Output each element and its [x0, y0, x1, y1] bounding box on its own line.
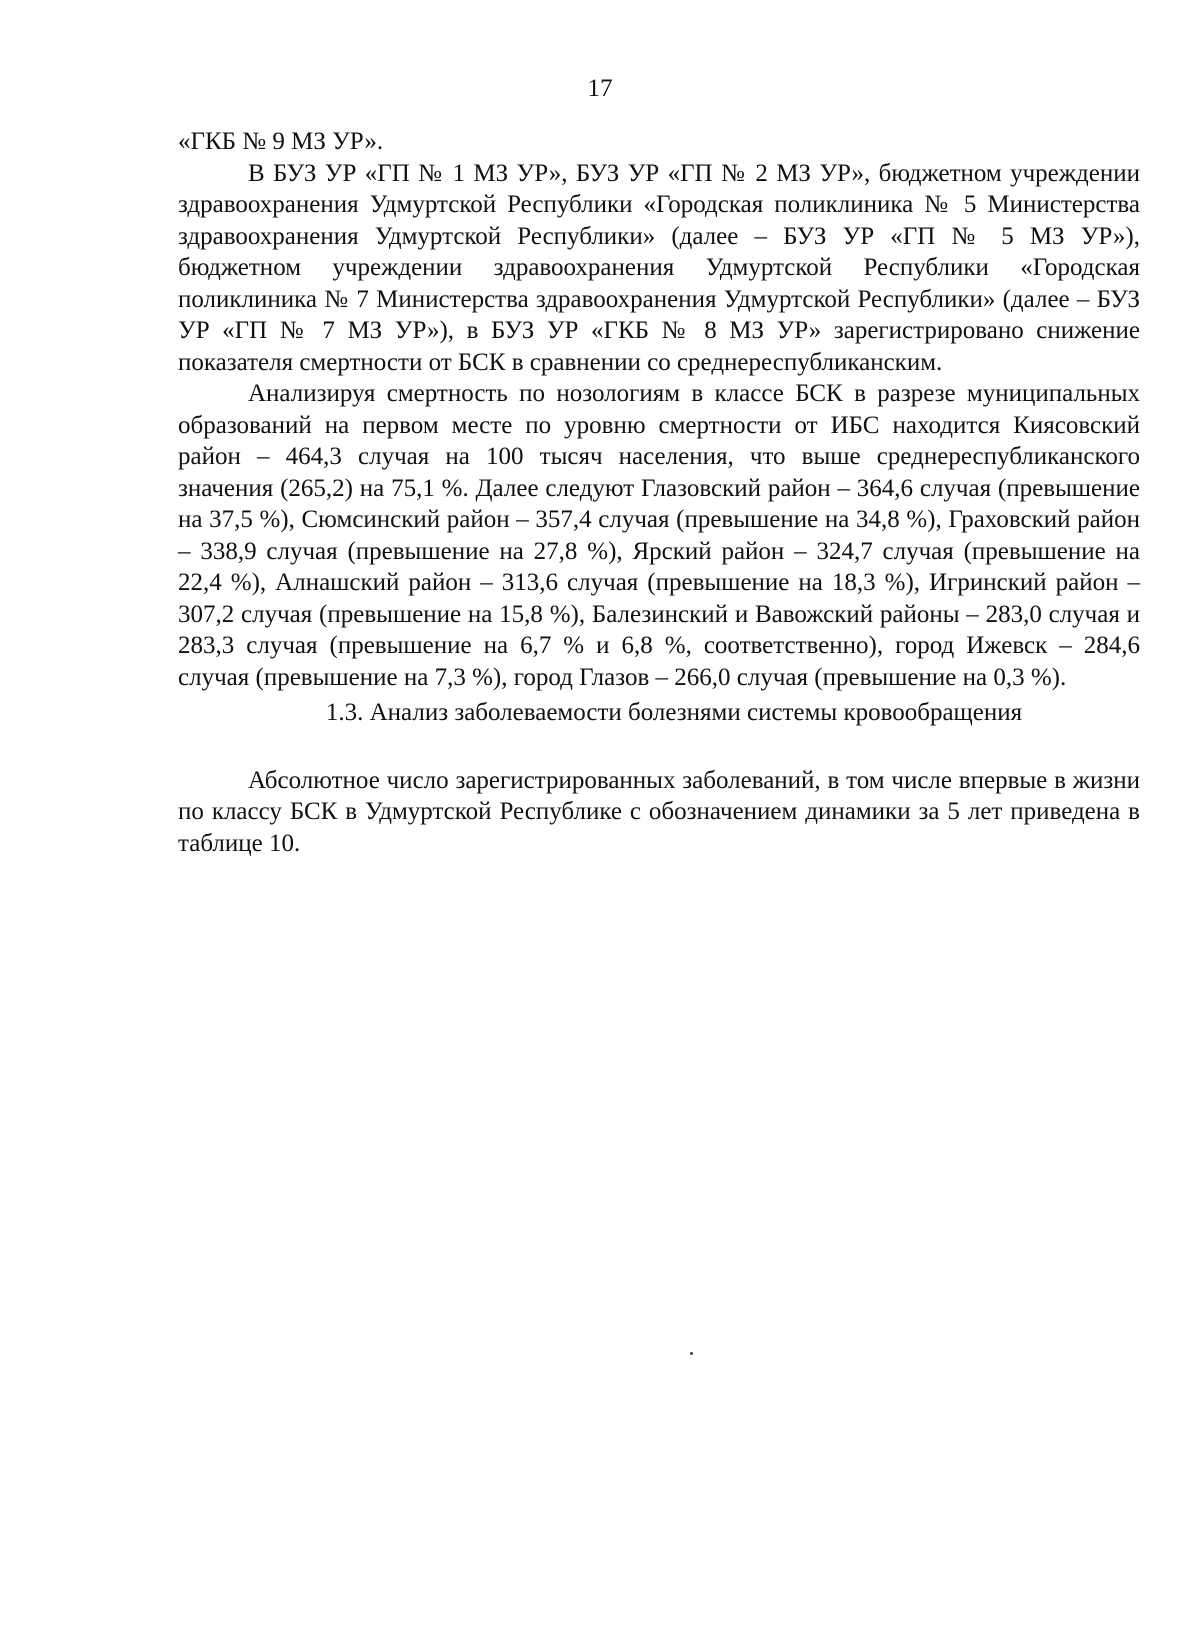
paragraph-mortality-analysis: Анализируя смертность по нозологиям в классе БСК в разрезе муниципальных образований на первом месте по уровню смертности от ИБС находится Киясовский район – 464,3 случая на 100 тысяч населения, что выше среднереспубликанского значения (265,2) на 75,1 %. Далее следуют Глазовский район – 364,6 случая (превышение на 37,5 %), Сюмсинский район – 357,4 случая (превышение на 34,8 %), Граховский район – 338,9 случая (превышение на 27,8 %), Ярский район – 324,7 случая (превышение на 22,4 %), Алнашский район – 313,6 случая (превышение на 18,3 %), Игринский район – 307,2 случая (превышение на 15,8 %), Балезинский и Вавожский районы – 283,0 случая и 283,3 случая (превышение на 6,7 % и 6,8 %, соответственно), город Ижевск – 284,6 случая (превышение на 7,3 %), город Глазов – 266,0 случая (превышение на 0,3 %).	[178, 380, 1140, 691]
document-body	[178, 126, 1140, 859]
paragraph-morbidity: Абсолютное число зарегистрированных заболеваний, в том числе впервые в жизни по классу БСК в Удмуртской Республике с обозначением динамики за 5 лет приведена в таблице 10.	[178, 766, 1140, 857]
scan-speck	[690, 1352, 693, 1355]
section-heading: 1.3. Анализ заболеваемости болезнями системы кровообращения	[325, 699, 1023, 726]
paragraph-clinics: В БУЗ УР «ГП № 1 МЗ УР», БУЗ УР «ГП № 2 МЗ УР», бюджетном учреждении здравоохранения Удмуртской Республики «Городская поликлиника № 5 Министерства здравоохранения Удмуртской Республики» (далее – БУЗ УР «ГП № 5 МЗ УР»), бюджетном учреждении здравоохранения Удмуртской Республики «Городская поликлиника № 7 Министерства здравоохранения Удмуртской Республики» (далее – БУЗ УР «ГП № 7 МЗ УР»), в БУЗ УР «ГКБ № 8 МЗ УР» зарегистрировано снижение показателя смертности от БСК в сравнении со среднереспубликанским.	[178, 159, 1140, 376]
page-number: 17	[587, 75, 613, 102]
paragraph-continuation: «ГКБ № 9 МЗ УР».	[178, 128, 384, 155]
